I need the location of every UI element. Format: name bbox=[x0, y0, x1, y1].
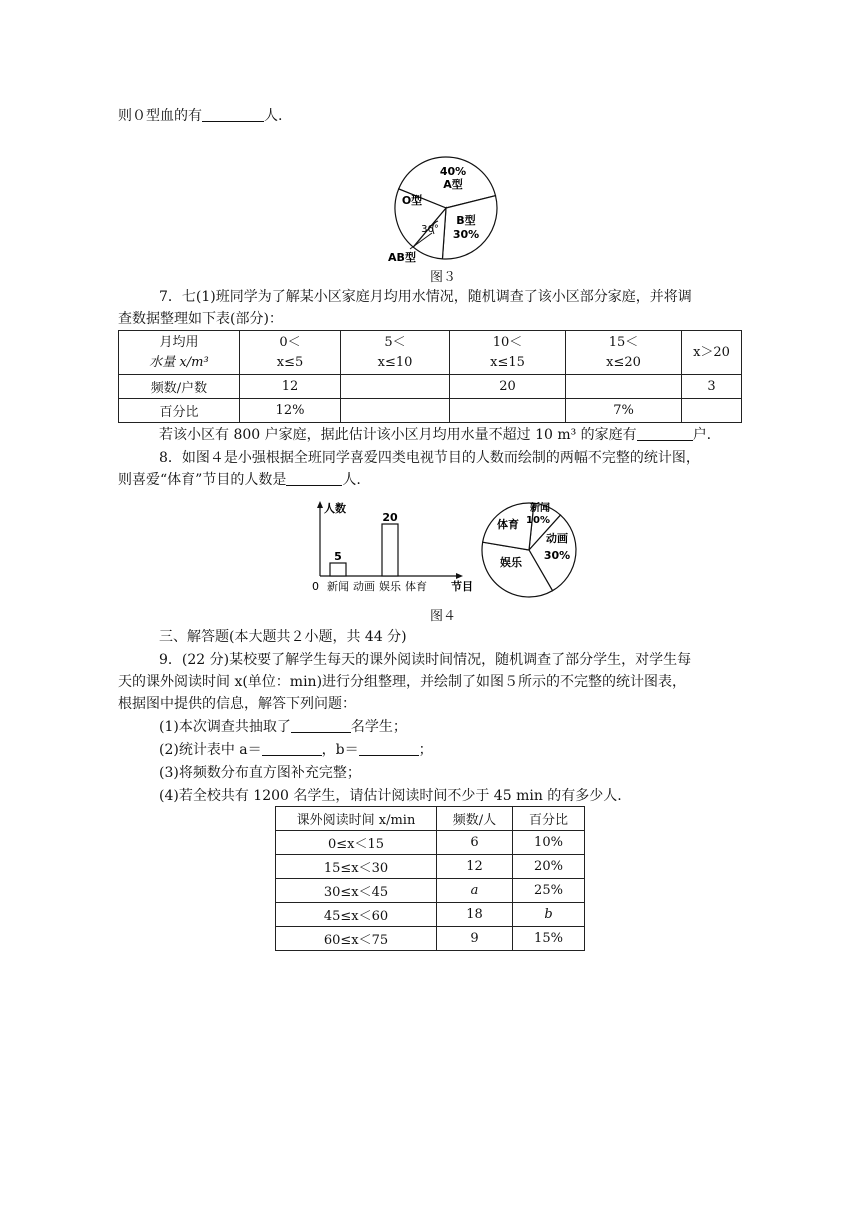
fig3-o-type: O型 bbox=[401, 194, 423, 207]
fig4-category-label: 体育 bbox=[405, 580, 427, 593]
fig4-bar-value: 5 bbox=[334, 550, 342, 563]
q7-pct-cell: 7% bbox=[566, 399, 682, 423]
q9-range-cell: 45≤x＜60 bbox=[276, 903, 437, 927]
fig4-bar-娱乐 bbox=[382, 524, 398, 576]
q9-line2: 天的课外阅读时间 x(单位：min)进行分组整理，并绘制了如图５所示的不完整的统计图表， bbox=[118, 674, 687, 690]
q7-pct-cell bbox=[682, 399, 742, 423]
q7-col-b: x≤5 bbox=[276, 354, 304, 370]
fig3-a-pct: 40% bbox=[439, 165, 467, 178]
q9-range-cell: 60≤x＜75 bbox=[276, 927, 437, 951]
table-row bbox=[276, 879, 585, 903]
fig4-pie-news-pct: 10% bbox=[526, 515, 550, 526]
q9-freq-cell: 18 bbox=[437, 903, 513, 927]
q8-line2 bbox=[118, 470, 361, 490]
fig4-category-label: 娱乐 bbox=[379, 580, 401, 593]
q9-header-cell: 课外阅读时间 x/min bbox=[276, 807, 437, 831]
q9-pct-cell: b bbox=[513, 903, 585, 927]
q9-part2-mid: ，b＝ bbox=[321, 742, 359, 758]
table-row bbox=[276, 903, 585, 927]
q9-header-cell: 百分比 bbox=[513, 807, 585, 831]
q9-part1-text: (1)本次调查共抽取了 bbox=[159, 719, 291, 735]
fig4-pie-news: 新闻 bbox=[530, 503, 550, 514]
q7-ask-text: 若该小区有 800 户家庭，据此估计该小区月均用水量不超过 10 m³ 的家庭有 bbox=[159, 427, 637, 443]
q7-col-a: 5＜ bbox=[384, 334, 406, 350]
q7-header-col bbox=[240, 331, 341, 375]
q7-col-b: x≤20 bbox=[606, 354, 641, 370]
q9-line1: 9．(22 分)某校要了解学生每天的课外阅读时间情况，随机调查了部分学生，对学生每 bbox=[159, 652, 692, 668]
q7-header-col bbox=[450, 331, 566, 375]
q7-col-b: x≤10 bbox=[377, 354, 413, 370]
section3-title: 三、解答题(本大题共２小题，共 44 分) bbox=[159, 629, 407, 645]
fig4-y-arrow bbox=[317, 501, 323, 508]
q7-header-label-a: 月均用 bbox=[159, 334, 199, 350]
q7-pct-cell: 12% bbox=[240, 399, 341, 423]
q9-a-blank[interactable] bbox=[262, 741, 322, 756]
q9-freq-cell: a bbox=[437, 879, 513, 903]
q7-freq-cell bbox=[341, 375, 450, 399]
q9-part3: (3)将频数分布直方图补充完整； bbox=[159, 765, 361, 781]
q7-line2: 查数据整理如下表(部分)： bbox=[118, 311, 283, 327]
q7-header-label-b: 水量 x/m³ bbox=[149, 354, 209, 370]
q7-header-label bbox=[119, 331, 240, 375]
q7-pct-label: 百分比 bbox=[119, 399, 240, 423]
table-row bbox=[276, 927, 585, 951]
q9-part1-blank[interactable] bbox=[291, 718, 351, 733]
q6-unit: 人. bbox=[264, 108, 283, 124]
q7-freq-cell: 3 bbox=[682, 375, 742, 399]
q7-pct-cell bbox=[341, 399, 450, 423]
q9-part1 bbox=[159, 717, 407, 737]
q9-range-cell: 15≤x＜30 bbox=[276, 855, 437, 879]
q9-part2-tail: ； bbox=[418, 742, 433, 758]
q7-header-col bbox=[566, 331, 682, 375]
table-row bbox=[276, 855, 585, 879]
fig4-pie-chart bbox=[470, 498, 590, 602]
q9-freq-cell: 12 bbox=[437, 855, 513, 879]
q8-line1: 8．如图４是小强根据全班同学喜爱四类电视节目的人数而绘制的两幅不完整的统计图， bbox=[159, 450, 700, 466]
fig3-b-type: B型 bbox=[456, 214, 476, 227]
q7-table bbox=[118, 330, 742, 423]
fig4-pie-anim-pct: 30% bbox=[543, 549, 571, 562]
q7-table-freq-row bbox=[119, 375, 742, 399]
fig3-caption: 图３ bbox=[430, 270, 457, 285]
q9-pct-cell: 25% bbox=[513, 879, 585, 903]
q7-ask-line bbox=[159, 425, 711, 445]
fig3-ab-angle: 36° bbox=[421, 224, 439, 235]
fig4-bar-value: 20 bbox=[382, 511, 398, 524]
q7-header-col bbox=[341, 331, 450, 375]
fig3-b-pct: 30% bbox=[452, 228, 480, 241]
q9-range-cell: 30≤x＜45 bbox=[276, 879, 437, 903]
q8-unit: 人. bbox=[342, 472, 361, 488]
q9-pct-cell: 20% bbox=[513, 855, 585, 879]
fig3-a-type: A型 bbox=[443, 178, 463, 191]
fig4-bar-新闻 bbox=[330, 563, 346, 576]
fig4-origin: 0 bbox=[312, 580, 319, 593]
q7-col-a: 0＜ bbox=[279, 334, 301, 350]
q6-tail-text: 则０型血的有 bbox=[118, 108, 202, 124]
fig3-pie-chart bbox=[380, 142, 530, 272]
q7-freq-cell bbox=[566, 375, 682, 399]
q6-tail-line bbox=[118, 106, 282, 126]
fig4-caption: 图４ bbox=[430, 609, 457, 624]
fig4-bar-chart bbox=[308, 498, 478, 598]
q7-header-col bbox=[682, 331, 742, 375]
q7-freq-label: 频数/户数 bbox=[119, 375, 240, 399]
fig4-y-label: 人数 bbox=[324, 502, 346, 515]
q9-part2 bbox=[159, 740, 433, 760]
q7-freq-cell: 20 bbox=[450, 375, 566, 399]
q9-table bbox=[275, 806, 585, 951]
fig4-x-arrow bbox=[456, 573, 463, 579]
q9-freq-cell: 9 bbox=[437, 927, 513, 951]
q8-line2-text: 则喜爱“体育”节目的人数是 bbox=[118, 472, 287, 488]
fig4-category-label: 动画 bbox=[353, 580, 375, 593]
q7-col-a: 10＜ bbox=[492, 334, 523, 350]
q9-b-blank[interactable] bbox=[359, 741, 419, 756]
q7-table-header-row bbox=[119, 331, 742, 375]
q9-part4: (4)若全校共有 1200 名学生，请估计阅读时间不少于 45 min 的有多少人. bbox=[159, 788, 622, 804]
q7-col-a: 15＜ bbox=[608, 334, 639, 350]
fig4-x-label: 节目 bbox=[451, 580, 473, 593]
q9-part1-tail: 名学生； bbox=[350, 719, 407, 735]
q9-range-cell: 0≤x＜15 bbox=[276, 831, 437, 855]
q8-answer-blank[interactable] bbox=[286, 471, 342, 486]
q6-answer-blank[interactable] bbox=[202, 107, 264, 122]
fig4-pie-sports: 体育 bbox=[497, 518, 519, 531]
fig4-pie-ent: 娱乐 bbox=[500, 556, 522, 569]
q9-part2-text: (2)统计表中 a＝ bbox=[159, 742, 262, 758]
q7-answer-blank[interactable] bbox=[637, 426, 693, 441]
fig3-ab-type: AB型 bbox=[388, 251, 416, 264]
q7-line1: 7．七(1)班同学为了解某小区家庭月均用水情况，随机调查了该小区部分家庭，并将调 bbox=[159, 289, 692, 305]
q9-freq-cell: 6 bbox=[437, 831, 513, 855]
q7-col-b: x≤15 bbox=[490, 354, 525, 370]
fig4-category-label: 新闻 bbox=[327, 580, 349, 593]
q9-pct-cell: 10% bbox=[513, 831, 585, 855]
fig4-pie-anim: 动画 bbox=[546, 532, 568, 545]
q9-table-header-row bbox=[276, 807, 585, 831]
table-row bbox=[276, 831, 585, 855]
q7-freq-cell: 12 bbox=[240, 375, 341, 399]
q9-line3: 根据图中提供的信息，解答下列问题： bbox=[118, 696, 356, 712]
q7-table-pct-row bbox=[119, 399, 742, 423]
q7-col-a: x＞20 bbox=[693, 344, 730, 360]
q7-ask-unit: 户. bbox=[692, 427, 712, 443]
q7-pct-cell bbox=[450, 399, 566, 423]
q9-pct-cell: 15% bbox=[513, 927, 585, 951]
q9-header-cell: 频数/人 bbox=[437, 807, 513, 831]
